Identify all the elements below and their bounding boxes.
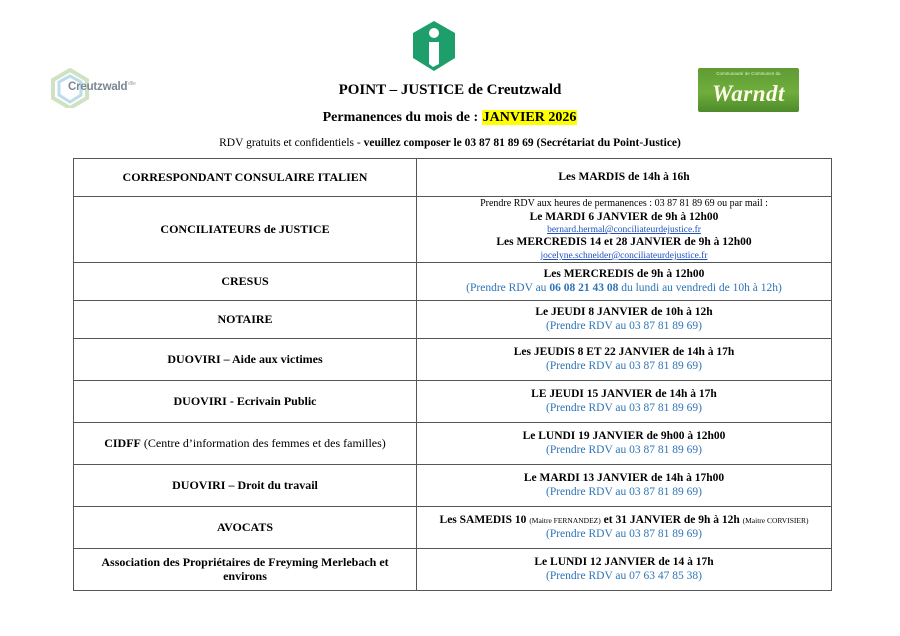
point-justice-logo-icon <box>411 20 457 72</box>
service-schedule: Le JEUDI 8 JANVIER de 10h à 12h (Prendre RDV au 03 87 81 89 69) <box>417 301 832 339</box>
service-name: AVOCATS <box>74 507 417 549</box>
service-name: CONCILIATEURS de JUSTICE <box>74 197 417 263</box>
service-name: CRESUS <box>74 263 417 301</box>
service-schedule: Le LUNDI 12 JANVIER de 14 à 17h (Prendre RDV au 07 63 47 85 38) <box>417 549 832 591</box>
service-schedule: Les MERCREDIS de 9h à 12h00 (Prendre RDV au 06 08 21 43 08 du lundi au vendredi de 10h à 12h) <box>417 263 832 301</box>
service-name: Association des Propriétaires de Freyming Merlebach et environs <box>74 549 417 591</box>
table-row <box>74 549 832 591</box>
service-schedule: Les JEUDIS 8 ET 22 JANVIER de 14h à 17h (Prendre RDV au 03 87 81 89 69) <box>417 339 832 381</box>
table-row <box>74 301 832 339</box>
table-row <box>74 423 832 465</box>
service-name: DUOVIRI – Droit du travail <box>74 465 417 507</box>
email-link-1[interactable]: bernard.hermal@conciliateurdejustice.fr <box>547 225 701 236</box>
table-row <box>74 381 832 423</box>
service-name: DUOVIRI – Aide aux victimes <box>74 339 417 381</box>
schedule-table <box>73 158 832 591</box>
page-subtitle: Permanences du mois de : JANVIER 2026 <box>322 110 577 125</box>
page-title: POINT – JUSTICE de Creutzwald <box>338 82 562 98</box>
service-name: CORRESPONDANT CONSULAIRE ITALIEN <box>74 159 417 197</box>
warndt-logo-name: Warndt <box>712 81 785 106</box>
creutzwald-logo-text: Creutzwald$^{Ville}$ <box>68 81 136 93</box>
table-row <box>74 197 832 263</box>
service-schedule: Le MARDI 13 JANVIER de 14h à 17h00 (Prendre RDV au 03 87 81 89 69) <box>417 465 832 507</box>
service-name: DUOVIRI - Ecrivain Public <box>74 381 417 423</box>
service-schedule: Les MARDIS de 14h à 16h <box>417 159 832 197</box>
warndt-logo-small: Communauté de Communes du <box>716 71 781 76</box>
table-row <box>74 465 832 507</box>
service-schedule: Le LUNDI 19 JANVIER de 9h00 à 12h00 (Prendre RDV au 03 87 81 89 69) <box>417 423 832 465</box>
email-link-2[interactable]: jocelyne.schneider@conciliateurdejustice.fr <box>540 250 708 261</box>
month-highlight: JANVIER 2026 <box>482 110 577 125</box>
table-row <box>74 339 832 381</box>
service-schedule: LE JEUDI 15 JANVIER de 14h à 17h (Prendre RDV au 03 87 81 89 69) <box>417 381 832 423</box>
intro-line: RDV gratuits et confidentiels - veuillez composer le 03 87 81 89 69 (Secrétariat du Point-Justice) <box>219 137 681 149</box>
table-row <box>74 263 832 301</box>
service-schedule: Prendre RDV aux heures de permanences : 03 87 81 89 69 ou par mail : Le MARDI 6 JANVIER de 9h à 12h00 bernard.hermal@conciliateurdejustice.fr Les MERCREDIS 14 et 28 JANVIER de 9h à 12h00 jocelyne.schneider@conciliateurdejustice.fr <box>417 197 832 263</box>
service-name: NOTAIRE <box>74 301 417 339</box>
table-row <box>74 159 832 197</box>
table-row <box>74 507 832 549</box>
service-name: CIDFF (Centre d’information des femmes et des familles) <box>74 423 417 465</box>
service-schedule: Les SAMEDIS 10 (Maitre FERNANDEZ) et 31 JANVIER de 9h à 12h (Maitre CORVISIER) (Prendre RDV au 03 87 81 89 69) <box>417 507 832 549</box>
